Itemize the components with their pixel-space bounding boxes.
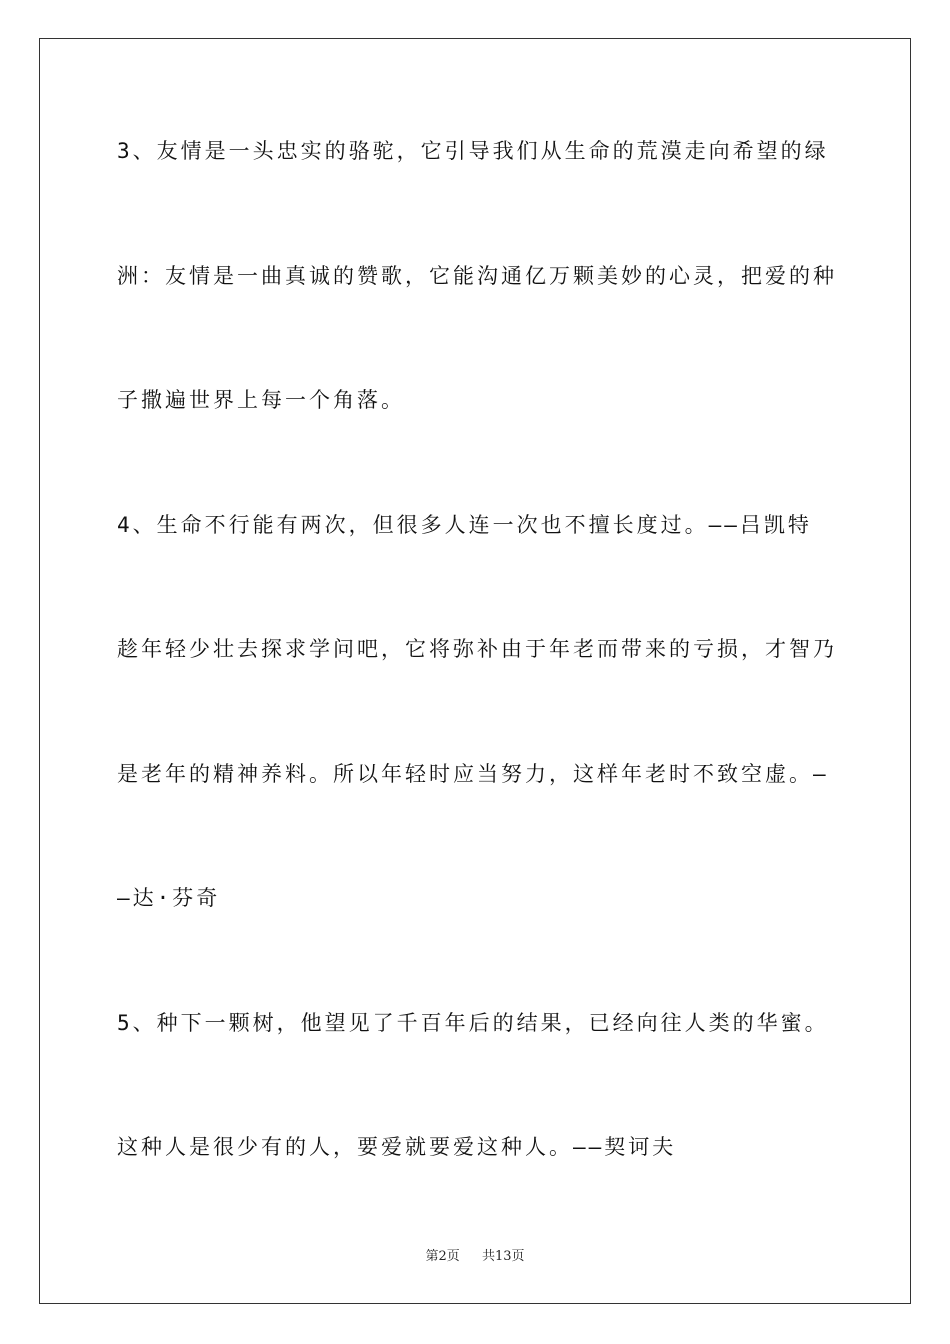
- page-frame: [39, 38, 911, 1304]
- page-footer: [0, 1249, 950, 1265]
- text-line: 4、生命不行能有两次，但很多人连一次也不擅长度过。——吕凯特: [117, 513, 812, 537]
- text-line: —达·芬奇: [117, 886, 221, 910]
- text-line: 趁年轻少壮去探求学问吧，它将弥补由于年老而带来的亏损，才智乃: [117, 637, 837, 661]
- text-line: 洲：友情是一曲真诚的赞歌，它能沟通亿万颗美妙的心灵，把爱的种: [117, 264, 837, 288]
- text-line: 5、种下一颗树，他望见了千百年后的结果，已经向往人类的华蜜。: [117, 1011, 829, 1035]
- page-total: 共13页: [482, 1249, 525, 1264]
- text-line: 子撒遍世界上每一个角落。: [117, 388, 405, 412]
- page-number: 第2页: [425, 1249, 460, 1264]
- text-line: 是老年的精神养料。所以年轻时应当努力，这样年老时不致空虚。—: [117, 762, 829, 786]
- text-line: 3、友情是一头忠实的骆驼，它引导我们从生命的荒漠走向希望的绿: [117, 139, 829, 163]
- text-line: 这种人是很少有的人，要爱就要爱这种人。——契诃夫: [117, 1135, 677, 1159]
